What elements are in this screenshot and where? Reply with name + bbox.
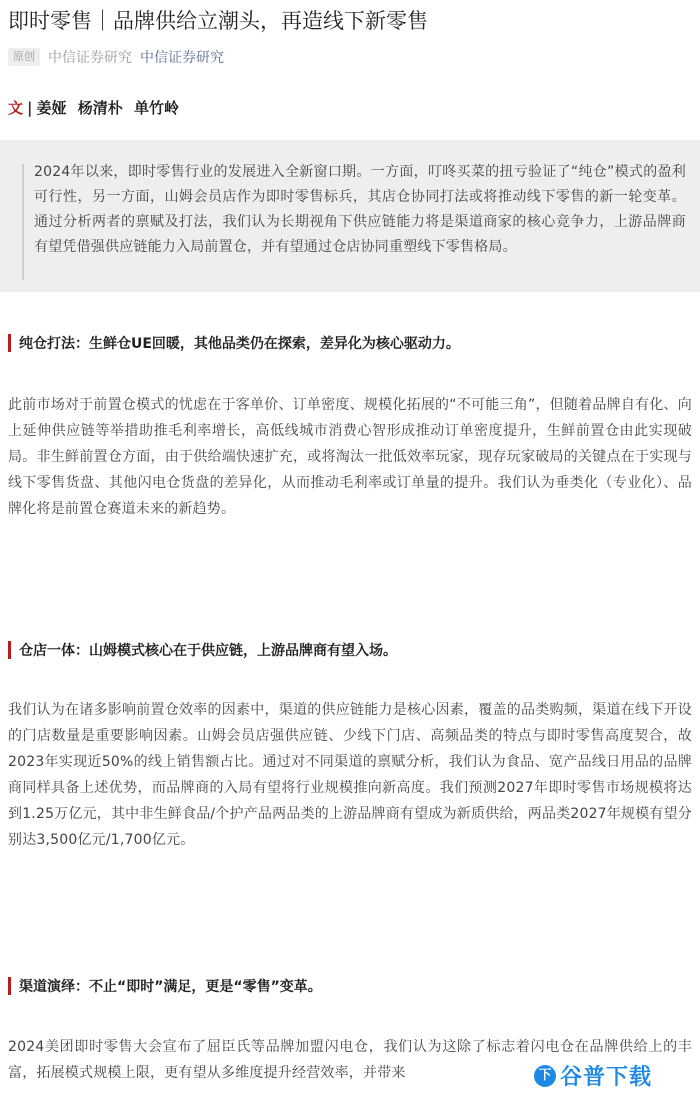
article-meta	[0, 36, 700, 68]
heading-marker	[8, 977, 11, 995]
author-names: 姜娅 杨清朴 单竹岭	[36, 99, 179, 117]
watermark-text: 谷普下载	[559, 1065, 652, 1090]
section-body-3: 2024美团即时零售大会宣布了屈臣氏等品牌加盟闪电仓，我们认为这除了标志着闪电仓在品牌供给上的丰富，拓展模式规模上限，更有望从多维度提升经营效率，并带来	[8, 1039, 692, 1081]
article-title: 即时零售｜品牌供给立潮头，再造线下新零售	[8, 9, 428, 33]
section-title: 纯仓打法：生鲜仓UE回暖，其他品类仍在探索，差异化为核心驱动力。	[19, 336, 460, 352]
author-label: 文	[8, 99, 24, 117]
abstract-text: 2024年以来，即时零售行业的发展进入全新窗口期。一方面，叮咚买菜的扭亏验证了“纯仓”模式的盈利可行性，另一方面，山姆会员店作为即时零售标兵，其店仓协同打法或将推动线下零售的新一轮变革。通过分析两者的禀赋及打法，我们认为长期视角下供应链能力将是渠道商家的核心竞争力，上游品牌商有望凭借强供应链能力入局前置仓，并有望通过仓店协同重塑线下零售格局。	[34, 164, 686, 255]
download-icon: 下	[534, 1065, 556, 1087]
heading-marker	[8, 334, 11, 352]
account-link[interactable]: 中信证券研究	[140, 50, 224, 66]
article-source: 中信证券研究	[48, 50, 132, 66]
section-heading-2	[0, 637, 700, 663]
section-body-2: 我们认为在诸多影响前置仓效率的因素中，渠道的供应链能力是核心因素，覆盖的品类购频，渠道在线下开设的门店数量是重要影响因素。山姆会员店强供应链、少线下门店、高频品类的特点与即时零售高度契合，故2023年实现近50%的线上销售额占比。通过对不同渠道的禀赋分析，我们认为食品、宽产品线日用品的品牌商同样具备上述优势，而品牌商的入局有望将行业规模推向新高度。我们预测2027年即时零售市场规模将达到1.25万亿元，其中非生鲜食品/个护产品两品类的上游品牌商有望成为新质供给，两品类2027年规模有望分别达3,500亿元/1,700亿元。	[8, 702, 692, 848]
section-heading-1	[0, 330, 700, 356]
author-separator: |	[27, 99, 33, 117]
section-title: 渠道演绎：不止“即时”满足，更是“零售”变革。	[19, 979, 322, 995]
heading-marker	[8, 641, 11, 659]
section-body-1: 此前市场对于前置仓模式的忧虑在于客单价、订单密度、规模化拓展的“不可能三角”，但随着品牌自有化、向上延伸供应链等举措助推毛利率增长，高低线城市消费心智形成推动订单密度提升，生鲜前置仓由此实现破局。非生鲜前置仓方面，由于供给端快速扩充，或将淘汰一批低效率玩家，现存玩家破局的关键点在于实现与线下零售货盘、其他闪电仓货盘的差异化，从而推动毛利率或订单量的提升。我们认为垂类化（专业化）、品牌化将是前置仓赛道未来的新趋势。	[8, 397, 692, 517]
abstract-block	[0, 140, 700, 292]
quote-bar	[22, 164, 24, 280]
section-title: 仓店一体：山姆模式核心在于供应链，上游品牌商有望入场。	[19, 643, 397, 659]
original-badge: 原创	[8, 48, 40, 66]
author-line	[0, 96, 700, 120]
site-watermark	[534, 1060, 652, 1091]
section-heading-3	[0, 973, 700, 999]
